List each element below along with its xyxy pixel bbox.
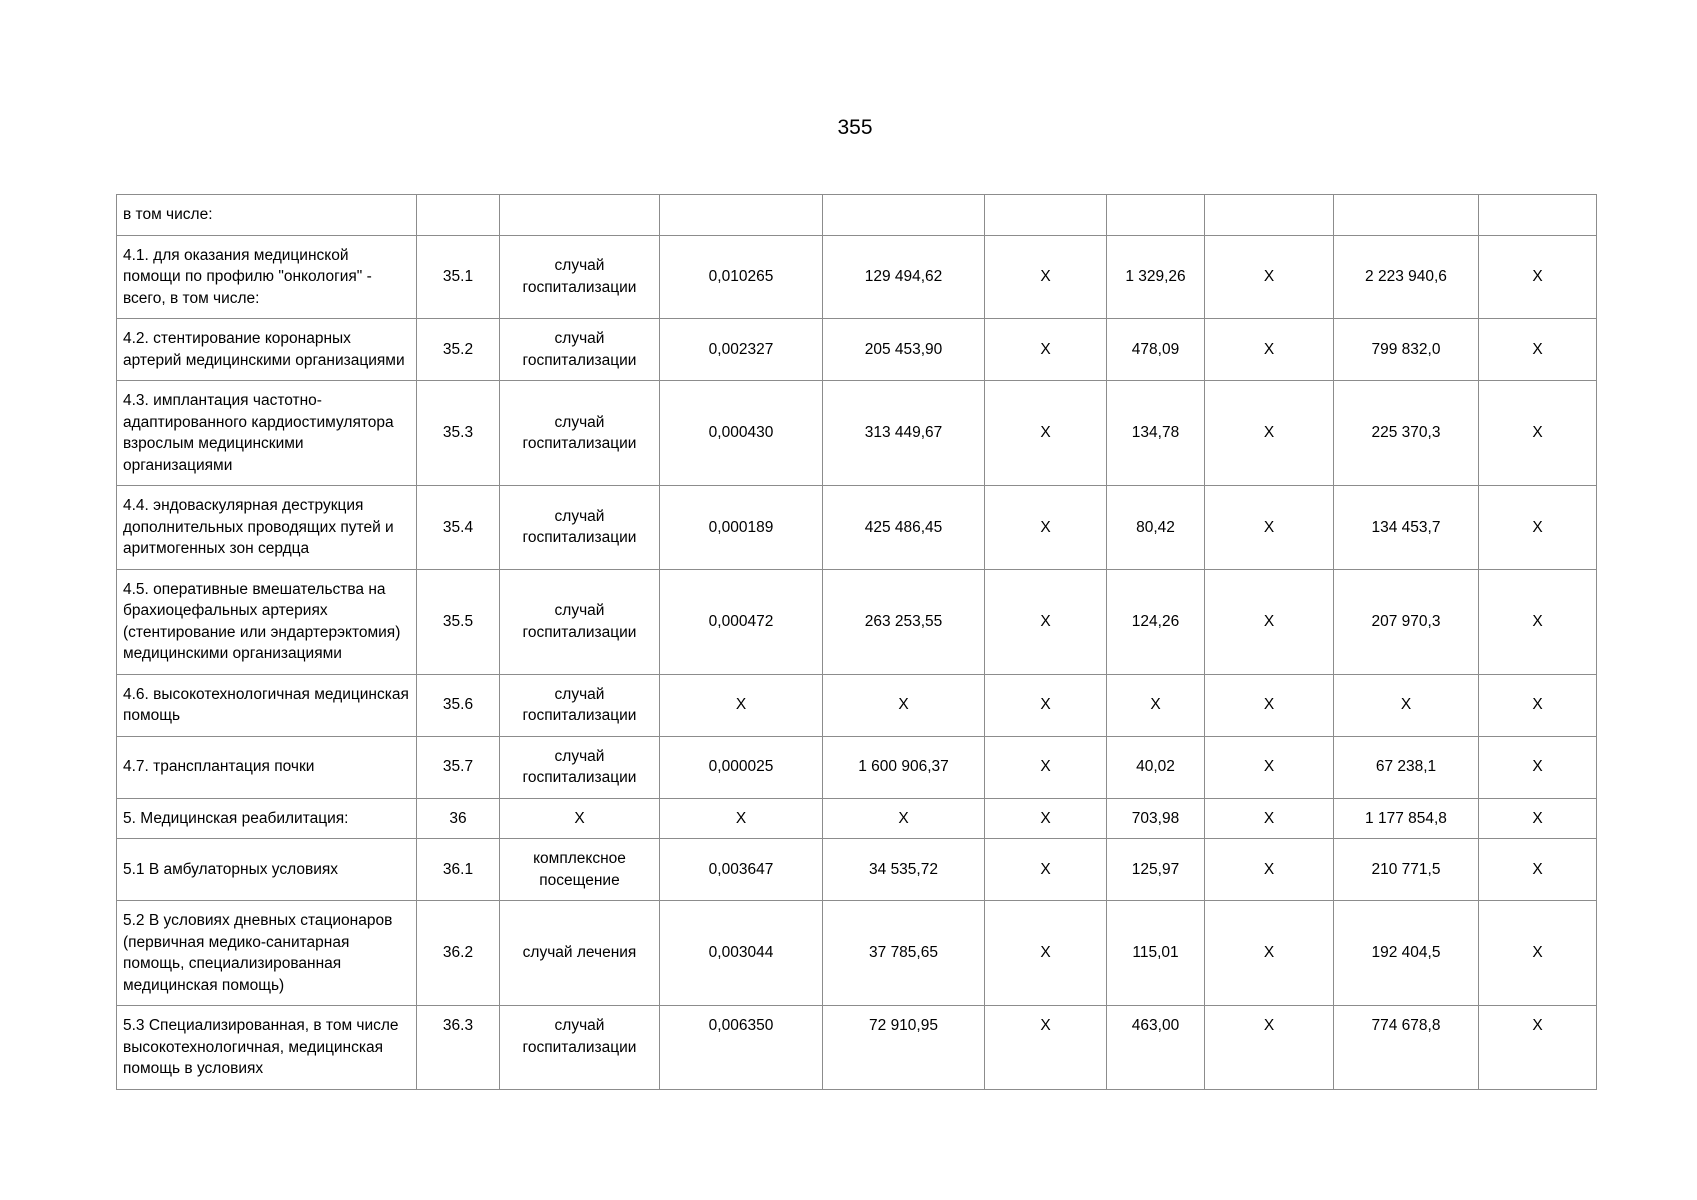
cost-cell: 129 494,62 [823, 235, 985, 319]
value-cell: 463,00 [1107, 1006, 1205, 1090]
value-cell: 192 404,5 [1334, 901, 1479, 1006]
row-name-cell: 5. Медицинская реабилитация: [117, 798, 417, 839]
cost-cell: 37 785,65 [823, 901, 985, 1006]
unit-cell: случай лечения [500, 901, 660, 1006]
norm-cell [660, 195, 823, 236]
value-cell: Х [985, 674, 1107, 736]
row-name-cell: 4.2. стентирование коронарных артерий медицинскими организациями [117, 319, 417, 381]
value-cell: Х [1479, 569, 1597, 674]
table-row [117, 901, 1597, 1006]
value-cell: Х [985, 486, 1107, 570]
value-cell: Х [1479, 486, 1597, 570]
data-table [116, 194, 1597, 1090]
row-number-cell: 35.4 [417, 486, 500, 570]
row-number-cell: 35.3 [417, 381, 500, 486]
unit-cell: случай госпитализации [500, 235, 660, 319]
row-name-cell: 5.2 В условиях дневных стационаров (первичная медико-санитарная помощь, специализированная медицинская помощь) [117, 901, 417, 1006]
value-cell: Х [985, 798, 1107, 839]
cost-cell [823, 195, 985, 236]
unit-cell: случай госпитализации [500, 569, 660, 674]
norm-cell: 0,000189 [660, 486, 823, 570]
row-number-cell: 35.7 [417, 736, 500, 798]
norm-cell: 0,003647 [660, 839, 823, 901]
value-cell [985, 195, 1107, 236]
norm-cell: Х [660, 798, 823, 839]
unit-cell: случай госпитализации [500, 1006, 660, 1090]
row-name-cell: 4.7. трансплантация почки [117, 736, 417, 798]
value-cell: Х [985, 1006, 1107, 1090]
norm-cell: 0,000472 [660, 569, 823, 674]
value-cell: Х [1479, 839, 1597, 901]
value-cell: 134 453,7 [1334, 486, 1479, 570]
row-number-cell: 35.5 [417, 569, 500, 674]
table-row [117, 235, 1597, 319]
value-cell: 207 970,3 [1334, 569, 1479, 674]
norm-cell: 0,010265 [660, 235, 823, 319]
value-cell: Х [1479, 736, 1597, 798]
value-cell [1205, 195, 1334, 236]
unit-cell: случай госпитализации [500, 319, 660, 381]
value-cell: Х [1205, 674, 1334, 736]
unit-cell: случай госпитализации [500, 486, 660, 570]
unit-cell: случай госпитализации [500, 381, 660, 486]
cost-cell: 72 910,95 [823, 1006, 985, 1090]
value-cell: Х [1479, 674, 1597, 736]
cost-cell: 205 453,90 [823, 319, 985, 381]
value-cell: Х [1479, 798, 1597, 839]
cost-cell: Х [823, 798, 985, 839]
table-row [117, 569, 1597, 674]
value-cell: Х [1205, 319, 1334, 381]
value-cell: 2 223 940,6 [1334, 235, 1479, 319]
row-number-cell: 36 [417, 798, 500, 839]
value-cell: Х [985, 569, 1107, 674]
value-cell: Х [985, 235, 1107, 319]
value-cell: 115,01 [1107, 901, 1205, 1006]
value-cell: Х [985, 839, 1107, 901]
row-number-cell: 36.2 [417, 901, 500, 1006]
value-cell: Х [1205, 486, 1334, 570]
row-number-cell: 35.1 [417, 235, 500, 319]
cost-cell: 34 535,72 [823, 839, 985, 901]
value-cell [1479, 195, 1597, 236]
value-cell: 125,97 [1107, 839, 1205, 901]
value-cell: Х [1479, 901, 1597, 1006]
value-cell: Х [1205, 235, 1334, 319]
value-cell: Х [1205, 839, 1334, 901]
value-cell: Х [1479, 1006, 1597, 1090]
cost-cell: 263 253,55 [823, 569, 985, 674]
value-cell: Х [1205, 798, 1334, 839]
table-row [117, 195, 1597, 236]
norm-cell: 0,000025 [660, 736, 823, 798]
value-cell: 67 238,1 [1334, 736, 1479, 798]
value-cell: 478,09 [1107, 319, 1205, 381]
value-cell: 40,02 [1107, 736, 1205, 798]
value-cell: 134,78 [1107, 381, 1205, 486]
value-cell: Х [1205, 569, 1334, 674]
value-cell: 774 678,8 [1334, 1006, 1479, 1090]
value-cell: Х [985, 901, 1107, 1006]
row-number-cell [417, 195, 500, 236]
cost-cell: Х [823, 674, 985, 736]
value-cell: Х [1205, 381, 1334, 486]
value-cell: Х [985, 381, 1107, 486]
value-cell: Х [1205, 1006, 1334, 1090]
cost-cell: 313 449,67 [823, 381, 985, 486]
cost-cell: 1 600 906,37 [823, 736, 985, 798]
table-row [117, 798, 1597, 839]
unit-cell: Х [500, 798, 660, 839]
norm-cell: 0,000430 [660, 381, 823, 486]
row-number-cell: 36.3 [417, 1006, 500, 1090]
norm-cell: 0,002327 [660, 319, 823, 381]
value-cell: 124,26 [1107, 569, 1205, 674]
value-cell: Х [985, 319, 1107, 381]
row-number-cell: 35.2 [417, 319, 500, 381]
value-cell: 80,42 [1107, 486, 1205, 570]
table-row [117, 486, 1597, 570]
unit-cell [500, 195, 660, 236]
row-name-cell: 4.6. высокотехнологичная медицинская помощь [117, 674, 417, 736]
value-cell: Х [1479, 235, 1597, 319]
value-cell: 210 771,5 [1334, 839, 1479, 901]
value-cell: 1 177 854,8 [1334, 798, 1479, 839]
page-number: 355 [837, 116, 873, 139]
value-cell: 799 832,0 [1334, 319, 1479, 381]
norm-cell: 0,003044 [660, 901, 823, 1006]
row-number-cell: 35.6 [417, 674, 500, 736]
value-cell: Х [1205, 736, 1334, 798]
value-cell: Х [1479, 381, 1597, 486]
table-row [117, 319, 1597, 381]
value-cell: Х [1479, 319, 1597, 381]
table-row [117, 736, 1597, 798]
row-name-cell: 4.3. имплантация частотно-адаптированного кардиостимулятора взрослым медицинскими организациями [117, 381, 417, 486]
value-cell [1334, 195, 1479, 236]
table-row [117, 381, 1597, 486]
value-cell: 703,98 [1107, 798, 1205, 839]
value-cell: Х [1205, 901, 1334, 1006]
row-name-cell: 4.5. оперативные вмешательства на брахиоцефальных артериях (стентирование или эндартерэктомия) медицинскими организациями [117, 569, 417, 674]
cost-cell: 425 486,45 [823, 486, 985, 570]
row-number-cell: 36.1 [417, 839, 500, 901]
unit-cell: комплексное посещение [500, 839, 660, 901]
row-name-cell: 4.1. для оказания медицинской помощи по профилю "онкология" - всего, в том числе: [117, 235, 417, 319]
table-row [117, 839, 1597, 901]
value-cell [1107, 195, 1205, 236]
value-cell: Х [985, 736, 1107, 798]
unit-cell: случай госпитализации [500, 736, 660, 798]
value-cell: Х [1334, 674, 1479, 736]
value-cell: 225 370,3 [1334, 381, 1479, 486]
value-cell: Х [1107, 674, 1205, 736]
table-row [117, 674, 1597, 736]
unit-cell: случай госпитализации [500, 674, 660, 736]
value-cell: 1 329,26 [1107, 235, 1205, 319]
row-name-cell: 5.3 Специализированная, в том числе высокотехнологичная, медицинская помощь в условиях [117, 1006, 417, 1090]
row-name-cell: 5.1 В амбулаторных условиях [117, 839, 417, 901]
row-name-cell: 4.4. эндоваскулярная деструкция дополнительных проводящих путей и аритмогенных зон сердца [117, 486, 417, 570]
norm-cell: Х [660, 674, 823, 736]
norm-cell: 0,006350 [660, 1006, 823, 1090]
row-name-cell: в том числе: [117, 195, 417, 236]
table-row [117, 1006, 1597, 1090]
